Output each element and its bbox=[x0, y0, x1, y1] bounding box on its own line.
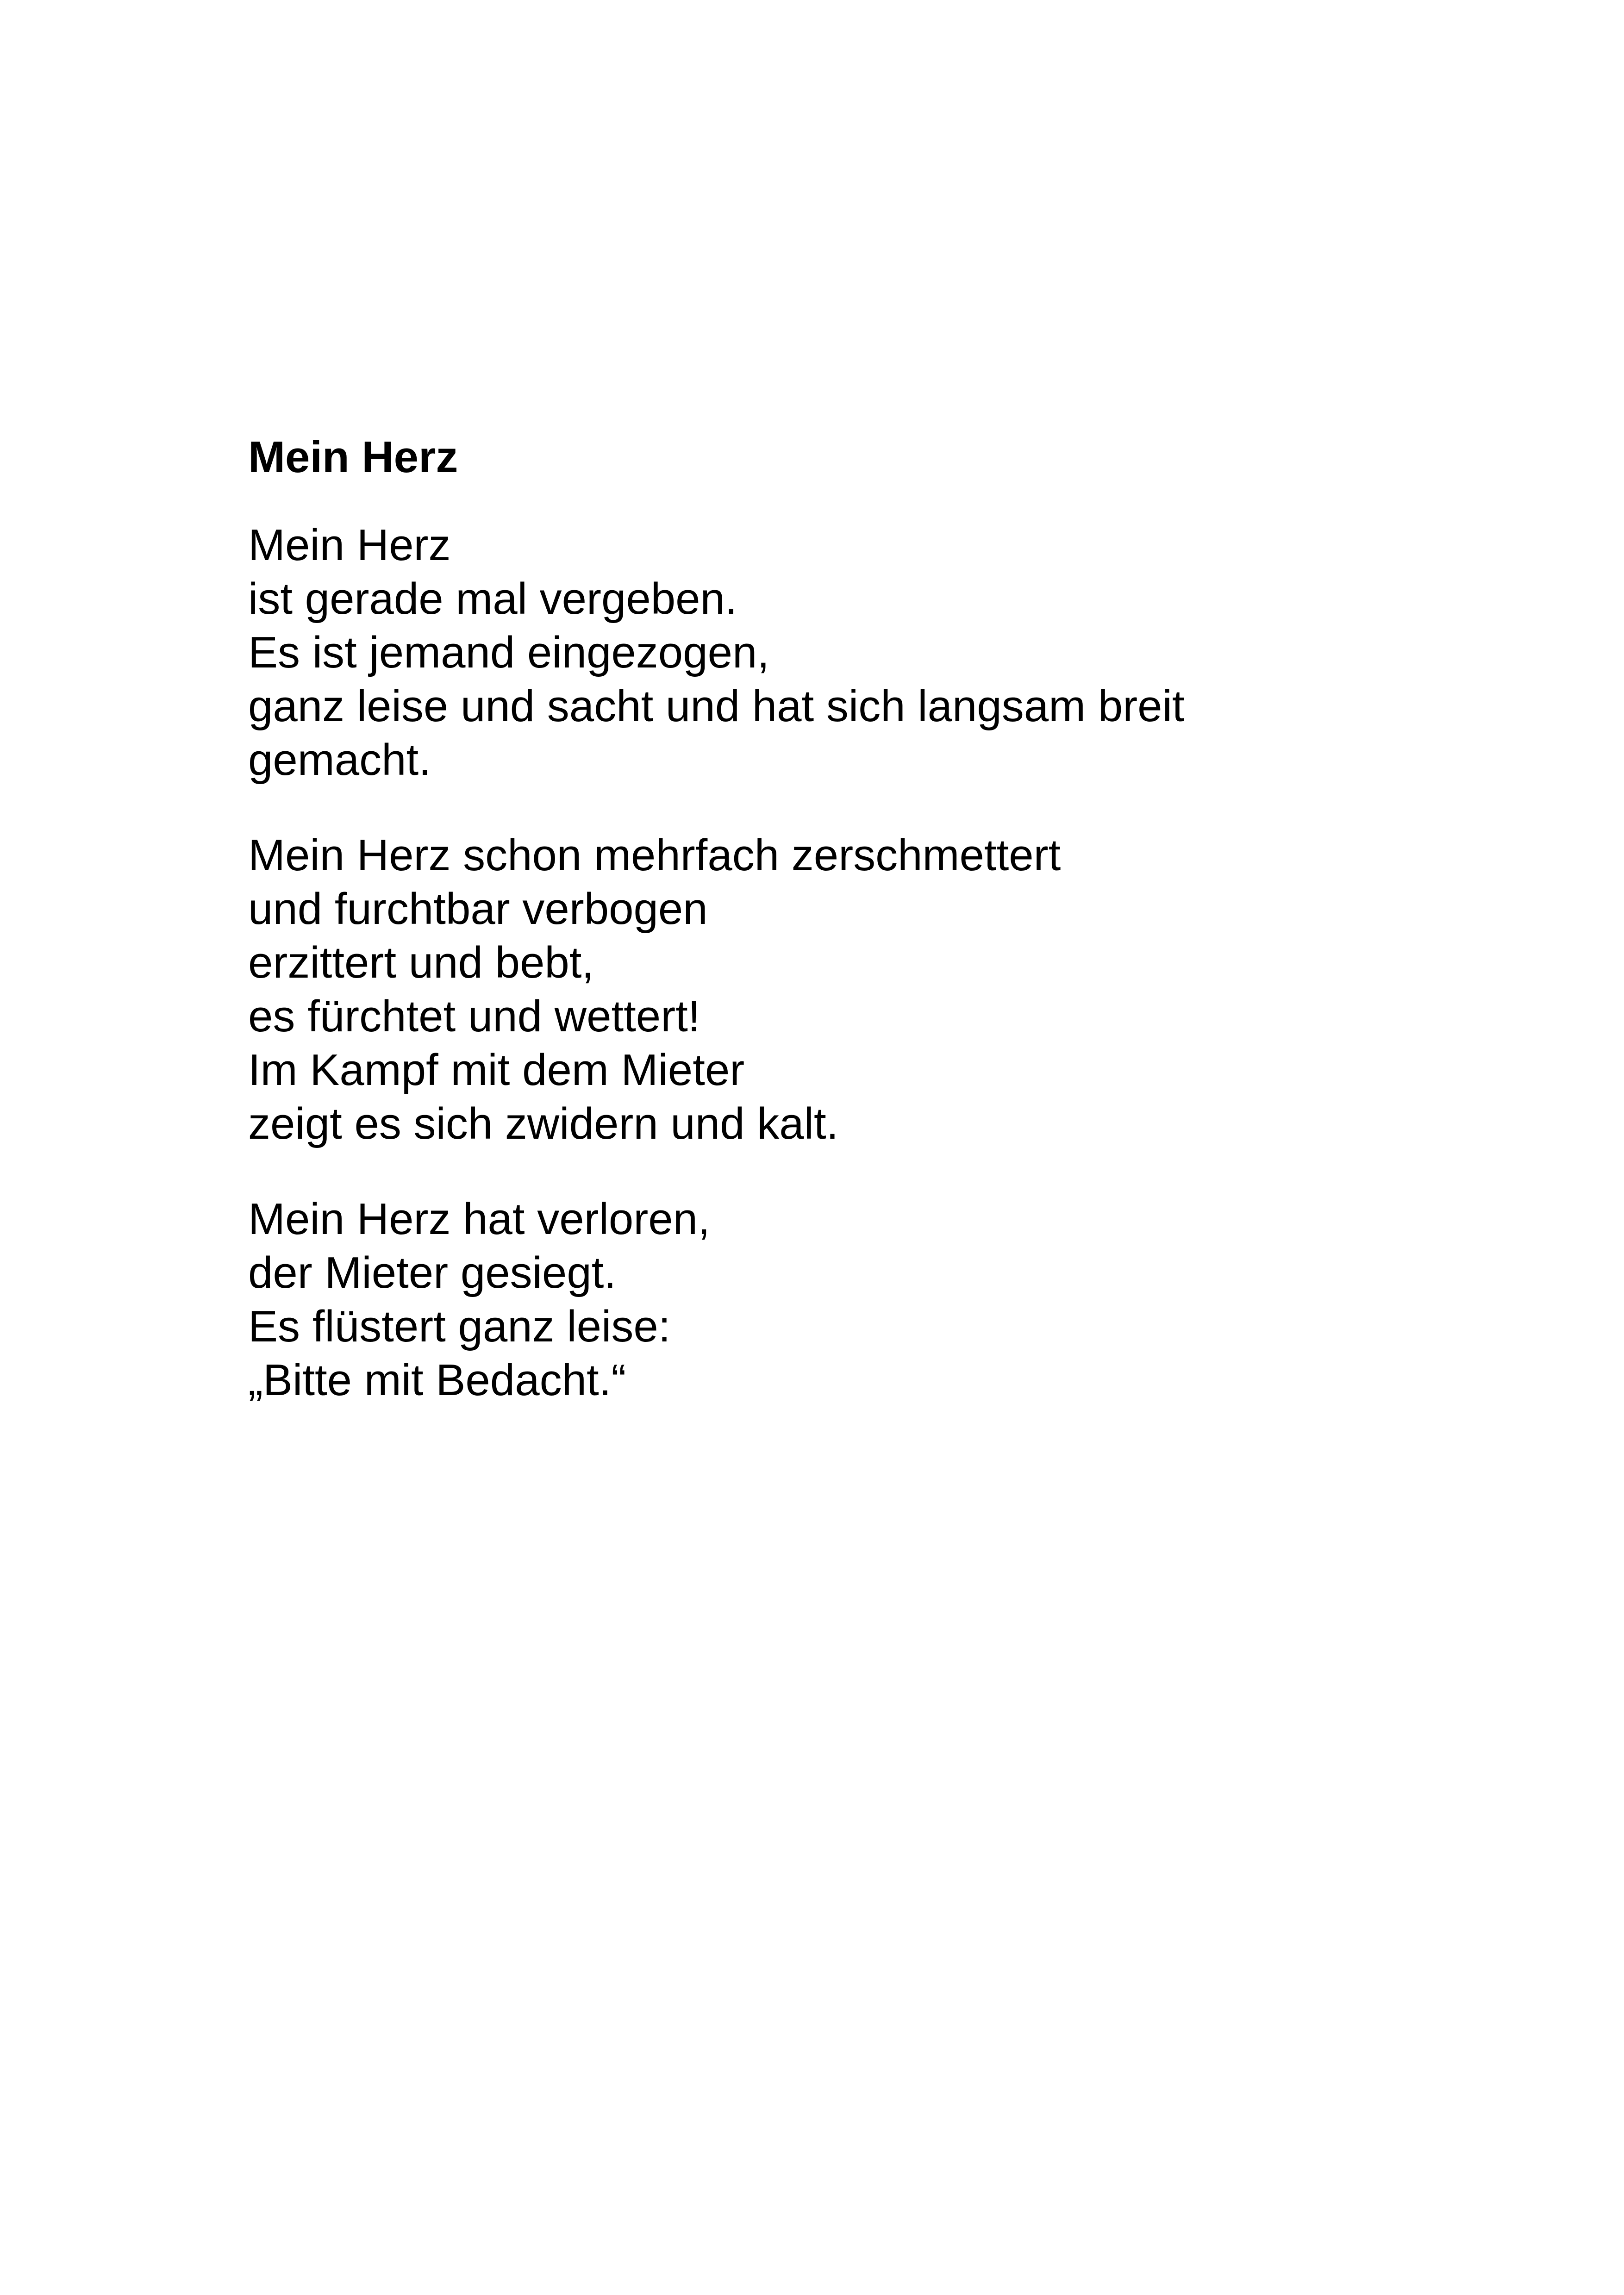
poem-line: Im Kampf mit dem Mieter bbox=[248, 1045, 745, 1095]
poem-line: Mein Herz bbox=[248, 520, 451, 570]
poem-line: Es ist jemand eingezogen, bbox=[248, 628, 770, 677]
stanza-2 bbox=[248, 829, 1591, 1151]
poem-line: „Bitte mit Bedacht.“ bbox=[248, 1355, 626, 1405]
poem bbox=[248, 430, 1591, 1407]
poem-line: es fürchtet und wettert! bbox=[248, 992, 700, 1041]
stanza-3 bbox=[248, 1192, 1591, 1407]
poem-line: ist gerade mal vergeben. bbox=[248, 574, 737, 624]
poem-line: Mein Herz schon mehrfach zerschmettert bbox=[248, 830, 1061, 880]
poem-title: Mein Herz bbox=[248, 432, 458, 482]
poem-line: zeigt es sich zwidern und kalt. bbox=[248, 1099, 839, 1148]
poem-line: erzittert und bebt, bbox=[248, 938, 594, 987]
poem-line: der Mieter gesiegt. bbox=[248, 1248, 617, 1297]
poem-line: Es flüstert ganz leise: bbox=[248, 1302, 671, 1351]
poem-line: und furchtbar verbogen bbox=[248, 884, 708, 934]
poem-line: gemacht. bbox=[248, 735, 431, 785]
poem-line: Mein Herz hat verloren, bbox=[248, 1194, 710, 1244]
stanza-1 bbox=[248, 518, 1591, 787]
poem-line: ganz leise und sacht und hat sich langsam breit bbox=[248, 681, 1185, 731]
